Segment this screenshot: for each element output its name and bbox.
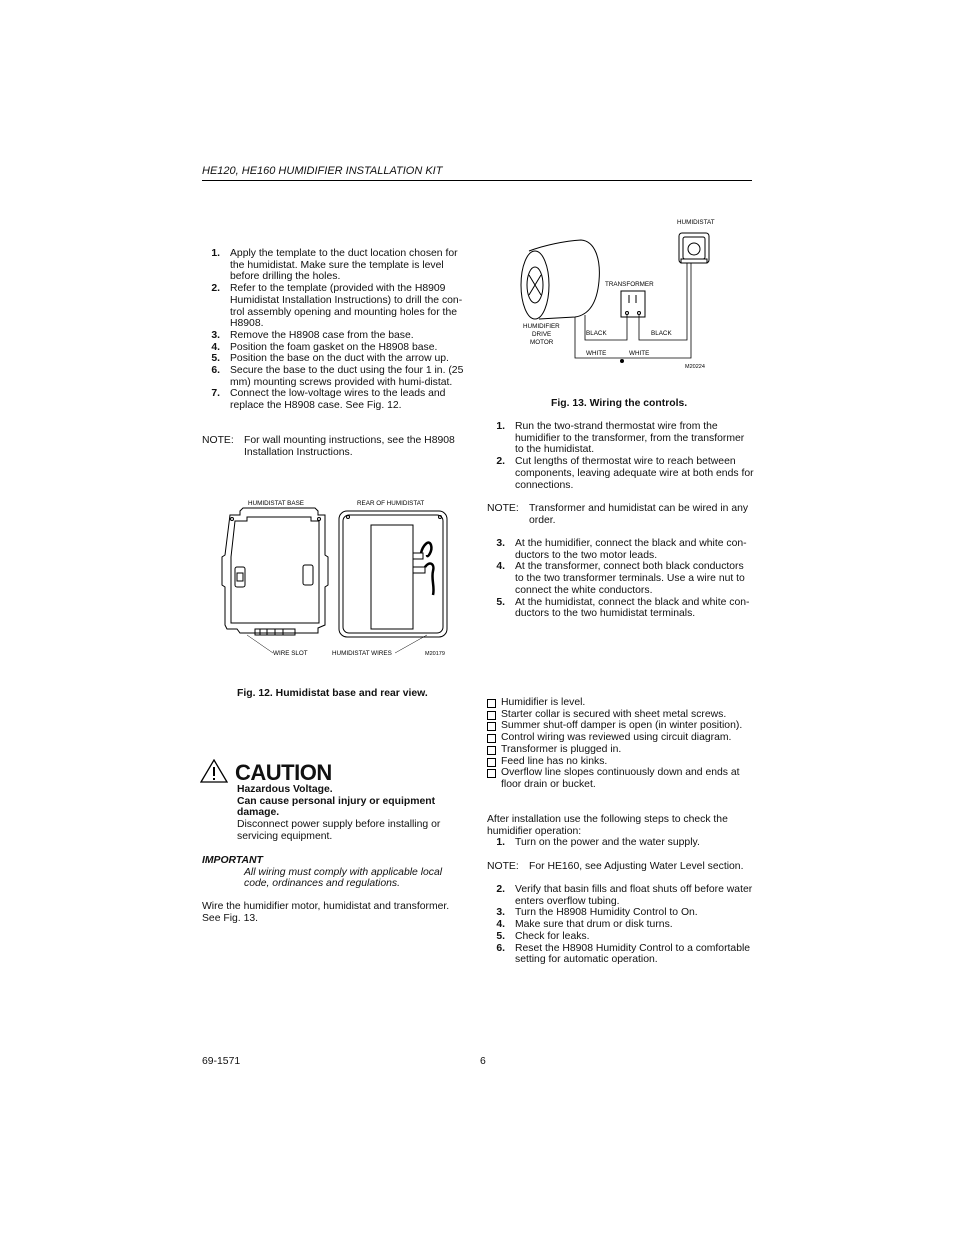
checkbox-icon [487, 734, 496, 743]
checklist-item [487, 756, 755, 768]
label-motor-1: HUMIDIFIER [523, 323, 560, 330]
checklist-text: Starter collar is secured with sheet metal screws. [501, 708, 727, 720]
step-number: 5. [496, 596, 505, 608]
step-text: Make sure that drum or disk turns. [515, 919, 673, 931]
step-item [487, 943, 755, 966]
note-text: Transformer and humidistat can be wired in any order. [529, 503, 749, 526]
transformer-box [621, 291, 645, 317]
important-block [202, 855, 464, 890]
checklist-item [487, 697, 755, 709]
humidistat-base-drawing [222, 508, 328, 635]
wiring-steps-a-list [487, 421, 755, 491]
checklist-text: Humidifier is level. [501, 697, 586, 708]
label-transformer: TRANSFORMER [605, 281, 654, 288]
checkbox-icon [487, 769, 496, 778]
step-number: 1. [211, 248, 220, 259]
step-text: Position the base on the duct with the arrow up. [230, 353, 449, 365]
fig13-code: M20224 [685, 364, 705, 370]
check-steps-c [487, 837, 755, 849]
checklist-text: Feed line has no kinks. [501, 755, 608, 767]
install-steps-list [202, 248, 472, 412]
note-label: NOTE: [487, 861, 519, 872]
step-number: 6. [496, 942, 505, 954]
step-number: 3. [496, 538, 505, 549]
step-item [487, 919, 755, 931]
label-white-2: WHITE [629, 350, 650, 357]
step-number: 1. [496, 421, 505, 432]
step-text: At the transformer, connect both black conductors to the two transformer terminals. Use a wire nut to connect the white conductors. [515, 561, 745, 596]
step-item [487, 907, 755, 919]
step-text: Secure the base to the duct using the four 1 in. (25 mm) mounting screws provided with humi-distat. [230, 365, 464, 388]
wire-instructions: Wire the humidifier motor, humidistat and transformer. See Fig. 13. [202, 901, 450, 924]
step-text: Verify that basin fills and float shuts off before water enters overflow tubing. [515, 884, 753, 907]
step-text: Run the two-strand thermostat wire from the humidifier to the transformer, from the transformer to the humidistat. [515, 421, 745, 456]
step-number: 3. [496, 907, 505, 919]
step-number: 1. [496, 837, 505, 848]
checkbox-icon [487, 746, 496, 755]
step-text: Position the foam gasket on the H8908 base. [230, 341, 438, 353]
check-steps-c-list [487, 837, 755, 849]
fig13-wiring-diagram [515, 215, 725, 373]
step-item [487, 421, 755, 456]
running-header: HE120, HE160 HUMIDIFIER INSTALLATION KIT [202, 165, 443, 177]
wire-nut-icon [620, 359, 624, 363]
step-item [202, 388, 472, 411]
label-black-2: BLACK [651, 330, 672, 337]
label-black-1: BLACK [586, 330, 607, 337]
step-item [202, 283, 472, 330]
step-number: 5. [496, 930, 505, 942]
checklist [487, 697, 755, 791]
fig12-caption: Fig. 12. Humidistat base and rear view. [237, 688, 428, 699]
checklist-item [487, 732, 755, 744]
step-number: 6. [211, 365, 220, 377]
checklist-list [487, 697, 755, 791]
step-item [487, 884, 755, 907]
checkbox-icon [487, 722, 496, 731]
checklist-text: Overflow line slopes continuously down and ends at floor drain or bucket. [501, 767, 740, 790]
step-text: Apply the template to the duct location chosen for the humidistat. Make sure the template is level before drilling the holes. [230, 248, 458, 283]
step-number: 3. [211, 329, 220, 341]
check-intro: After installation use the following steps to check the humidifier operation: [487, 814, 728, 837]
step-number: 4. [496, 919, 505, 931]
step-item [202, 330, 472, 342]
note-label: NOTE: [487, 503, 519, 514]
step-text: Turn the H8908 Humidity Control to On. [515, 907, 698, 919]
step-item [487, 456, 755, 491]
humidistat-rear-drawing [339, 511, 447, 637]
label-wire-slot: WIRE SLOT [273, 650, 308, 657]
label-white-1: WHITE [586, 350, 607, 357]
wiring-steps-a [487, 421, 755, 491]
caution-line3: Disconnect power supply before installing or servicing equipment. [237, 819, 441, 842]
step-item [487, 538, 755, 561]
checklist-text: Transformer is plugged in. [501, 743, 622, 755]
caution-line1: Hazardous Voltage. [237, 784, 333, 795]
step-item [487, 561, 755, 596]
step-text: Reset the H8908 Humidity Control to a comfortable setting for automatic operation. [515, 942, 751, 966]
step-item [487, 597, 755, 620]
humidistat-device-drawing [679, 233, 709, 263]
step-number: 4. [211, 341, 220, 353]
step-item [202, 248, 472, 283]
important-text: All wiring must comply with applicable local code, ordinances and regulations. [244, 866, 443, 890]
checklist-item [487, 720, 755, 732]
header-rule [202, 180, 752, 181]
wires [575, 263, 691, 358]
step-number: 7. [211, 388, 220, 400]
note-text: For HE160, see Adjusting Water Level section. [529, 861, 744, 872]
checklist-item [487, 709, 755, 721]
check-steps-d [487, 884, 755, 966]
checkbox-icon [487, 699, 496, 708]
wiring-steps-b [487, 538, 755, 620]
step-item [487, 931, 755, 943]
important-label: IMPORTANT [202, 855, 263, 866]
step-item [202, 342, 472, 354]
label-humidistat: HUMIDISTAT [677, 219, 715, 226]
fig13-caption: Fig. 13. Wiring the controls. [551, 398, 688, 409]
step-text: Check for leaks. [515, 930, 590, 942]
step-item [202, 365, 472, 388]
caution-title: CAUTION [235, 760, 332, 785]
step-number: 4. [496, 561, 505, 573]
wiring-steps-b-list [487, 538, 755, 620]
humidifier-drum-drawing [521, 240, 599, 319]
label-humidistat-wires: HUMIDISTAT WIRES [332, 650, 392, 657]
checklist-text: Control wiring was reviewed using circuit diagram. [501, 732, 732, 744]
fig12-code: M20179 [425, 651, 445, 657]
step-text: Connect the low-voltage wires to the leads and replace the H8908 case. See Fig. 12. [230, 388, 446, 412]
label-humidistat-base: HUMIDISTAT BASE [248, 500, 304, 507]
check-steps-d-list [487, 884, 755, 966]
step-number: 2. [496, 884, 505, 895]
note-text: For wall mounting instructions, see the H8908 Installation Instructions. [244, 435, 455, 458]
doc-number: 69-1571 [202, 1056, 241, 1067]
label-motor-2: DRIVE [532, 331, 552, 338]
label-rear-of-humidistat: REAR OF HUMIDISTAT [357, 500, 425, 507]
warning-triangle-icon [200, 759, 228, 783]
note-wiring-order [487, 503, 755, 526]
caution-line2: Can cause personal injury or equipment damage. [237, 795, 436, 819]
step-text: Remove the H8908 case from the base. [230, 329, 414, 341]
step-number: 5. [211, 353, 220, 365]
checklist-item [487, 767, 755, 790]
fig12-humidistat-base-rear [215, 495, 455, 660]
step-text: At the humidistat, connect the black and white con-ductors to the two humidistat terminals. [515, 596, 750, 620]
note-wall-mounting [202, 435, 472, 458]
note-label: NOTE: [202, 435, 234, 446]
checkbox-icon [487, 711, 496, 720]
label-motor-3: MOTOR [530, 339, 554, 346]
checkbox-icon [487, 758, 496, 767]
page-number: 6 [480, 1056, 486, 1067]
step-number: 2. [496, 456, 505, 468]
checklist-item [487, 744, 755, 756]
step-text: At the humidifier, connect the black and white con-ductors to the two motor leads. [515, 538, 747, 561]
note-he160 [487, 861, 755, 873]
step-number: 2. [211, 283, 220, 295]
step-item [202, 353, 472, 365]
step-text: Turn on the power and the water supply. [515, 837, 700, 848]
install-steps [202, 248, 472, 412]
step-item [487, 837, 755, 849]
step-text: Refer to the template (provided with the H8909 Humidistat Installation Instructions) to drill the con-trol assembly opening and mounting holes for the H8908. [230, 283, 463, 330]
checklist-text: Summer shut-off damper is open (in winter position). [501, 720, 743, 732]
caution-body [237, 784, 459, 843]
step-text: Cut lengths of thermostat wire to reach between components, leaving adequate wire at both ends for connections. [515, 456, 754, 491]
